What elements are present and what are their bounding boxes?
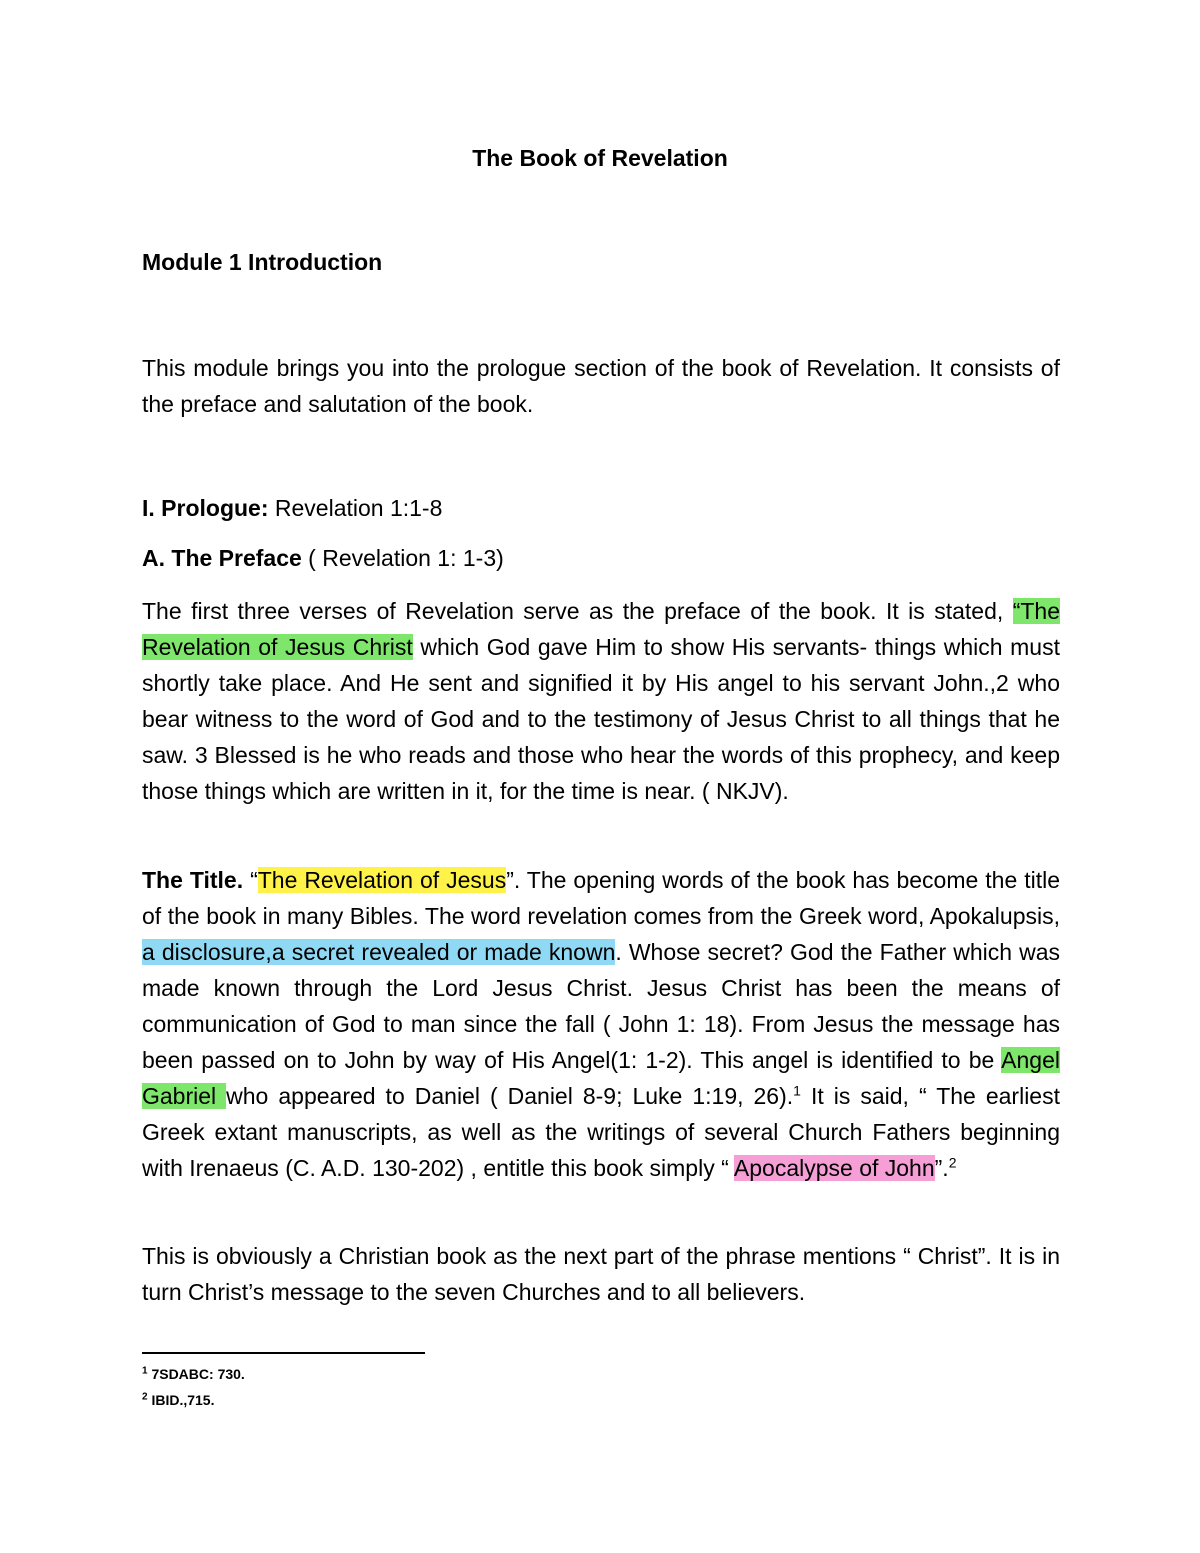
title-text-3: . Whose secret? God the Father which was made known through the Lord Jesus Christ. Jesus Christ has been the means of communication of God to man since the fall ( John 1: 18). From Jesus the message has been passed on to John by way of His Angel(1: 1-2). This angel is identified to be (142, 939, 1060, 1073)
highlight-revelation-of-jesus: The Revelation of Jesus (257, 867, 507, 893)
title-text-4: who appeared to Daniel ( Daniel 8-9; Luke 1:19, 26). (226, 1083, 794, 1109)
title-label: The Title. (142, 867, 244, 893)
intro-paragraph: This module brings you into the prologue section of the book of Revelation. It consists of the preface and salutation of the book. (142, 355, 1060, 417)
document-title: The Book of Revelation (472, 145, 728, 171)
module-heading: Module 1 Introduction (142, 249, 383, 275)
highlight-apocalypse-of-john: Apocalypse of John (733, 1155, 935, 1181)
footnote-ref-2[interactable]: 2 (948, 1154, 957, 1171)
highlight-angel-gabriel: Angel Gabriel (142, 1047, 1060, 1109)
closing-paragraph: This is obviously a Christian book as the next part of the phrase mentions “ Christ”. It is in turn Christ’s message to the seven Churches and to all believers. (142, 1243, 1060, 1305)
title-paragraph (142, 862, 1060, 1186)
title-text-6: ”. (934, 1155, 949, 1181)
prologue-heading (142, 490, 1060, 526)
footnote-mark: 1 (142, 1365, 148, 1377)
title-text-5: It is said, “ The earliest Greek extant manuscripts, as well as the writings of several Church Fathers beginning with Irenaeus (C. A.D. 130-202) , entitle this book simply “ (142, 1083, 1060, 1181)
preface-label: A. The Preface (142, 545, 302, 571)
footnote-text: 7SDABC: 730. (147, 1366, 245, 1382)
preface-text-2: which God gave Him to show His servants- things which must shortly take place. And He sent and signified it by His angel to his servant John.,2 who bear witness to the word of God and to the testimony of Jesus Christ to all things that he saw. 3 Blessed is he who reads and those who hear the words of this prophecy, and keep those things which are written in it, for the time is near. ( NKJV). (142, 634, 1060, 804)
title-text-1: “ (243, 867, 258, 893)
preface-reference: ( Revelation 1: 1-3) (301, 545, 504, 571)
prologue-label: I. Prologue: (142, 495, 269, 521)
highlight-disclosure: a disclosure,a secret revealed or made known (142, 939, 616, 965)
footnote-mark: 2 (142, 1391, 148, 1403)
title-text-2: ”. The opening words of the book has become the title of the book in many Bibles. The word revelation comes from the Greek word, Apokalupsis, (142, 867, 1060, 929)
preface-text-1: The first three verses of Revelation serve as the preface of the book. It is stated, (142, 598, 1013, 624)
footnote-text: IBID.,715. (147, 1392, 215, 1408)
prologue-reference: Revelation 1:1-8 (268, 495, 443, 521)
footnote-separator (142, 1352, 425, 1354)
highlight-revelation-of-jesus-christ: “The Revelation of Jesus Christ (142, 598, 1060, 660)
preface-heading (142, 540, 1060, 576)
footnote-2 (142, 1392, 214, 1408)
footnote-1 (142, 1366, 245, 1382)
footnote-ref-1[interactable]: 1 (793, 1082, 801, 1099)
preface-paragraph (142, 593, 1060, 809)
